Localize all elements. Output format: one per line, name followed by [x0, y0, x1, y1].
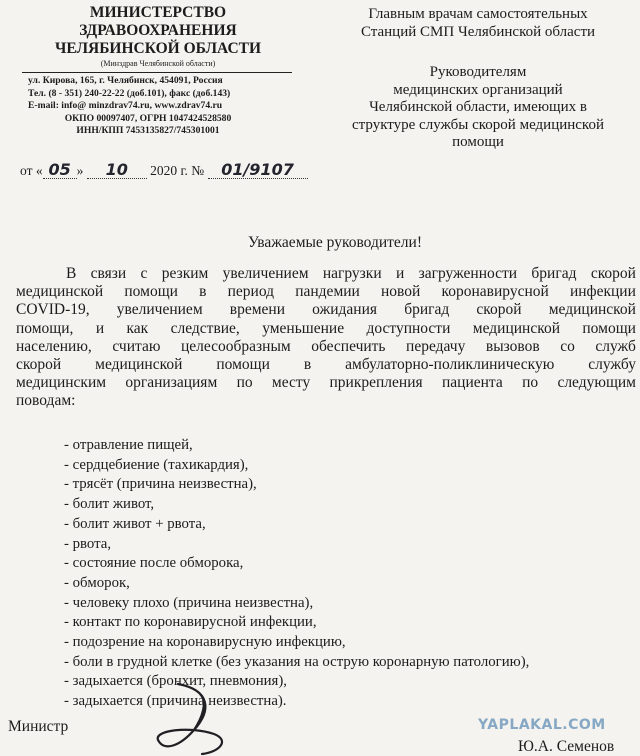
body-line — [16, 338, 636, 356]
body-word: медицинским — [16, 374, 107, 392]
body-word: ожидания — [312, 301, 378, 319]
body-word: пациента — [441, 374, 503, 392]
body-word: медицинской — [472, 319, 560, 337]
body-word: и — [395, 265, 405, 282]
body-word: помощи — [582, 319, 636, 337]
inn-line: ИНН/КПП 7453135827/745301001 — [76, 125, 220, 137]
registration-number: 01/9107 — [208, 162, 308, 179]
reasons-list — [64, 436, 636, 712]
body-word: доступности — [366, 319, 451, 337]
body-word: вызовов — [485, 337, 540, 355]
reason-item: - болит живот + рвота, — [64, 515, 206, 532]
body-word: помощи, — [16, 319, 74, 337]
body-word: бригад — [531, 265, 577, 282]
addressee-line: структуре службы скорой медицинской — [352, 116, 604, 133]
reason-item: - рвота, — [64, 535, 112, 552]
body-line — [16, 265, 636, 283]
body-word: скорой — [476, 301, 522, 319]
body-word: увеличением — [222, 265, 309, 282]
salutation: Уважаемые руководители! — [248, 234, 422, 251]
body-word: период — [227, 283, 275, 301]
reason-item: - болит живот, — [64, 496, 155, 513]
open-quote: « — [35, 163, 43, 178]
body-word: и — [95, 319, 105, 337]
body-word: в — [199, 283, 207, 301]
body-word: по — [522, 374, 539, 392]
reason-item: - сердцебиение (тахикардия), — [64, 456, 249, 473]
body-word: считаю — [112, 337, 161, 355]
addressee-line: Главным врачам самостоятельных — [368, 6, 588, 22]
addressee-chief-doctors — [318, 6, 638, 41]
reason-item: - обморок, — [64, 574, 130, 591]
reason-item: - человеку плохо (причина неизвестна), — [64, 594, 314, 611]
signer-name: Ю.А. Семенов — [518, 738, 615, 755]
body-line — [16, 356, 636, 374]
signature-mark — [150, 680, 280, 756]
reason-item: - контакт по коронавирусной инфекции, — [64, 614, 317, 631]
registration-month: 10 — [87, 162, 147, 179]
body-word: коронавирусной — [441, 283, 549, 301]
body-word: следующим — [557, 374, 636, 392]
body-word: амбулаторно-поликлиническую — [345, 356, 555, 374]
body-word: медицинской — [16, 283, 104, 301]
body-word: увеличением — [116, 301, 203, 319]
addressee-line: Станций СМП Челябинской области — [360, 23, 596, 40]
registration-line — [20, 162, 308, 179]
body-word: со — [560, 337, 575, 355]
body-line — [16, 374, 636, 392]
body-word: организациям — [125, 374, 218, 392]
body-word: пандемии — [295, 283, 360, 301]
body-word: В — [66, 265, 77, 282]
letterhead-divider — [22, 72, 292, 73]
body-word: связи — [90, 265, 127, 282]
address-line: ул. Кирова, 165, г. Челябинск, 454091, Россия — [28, 75, 223, 86]
body-line — [16, 283, 636, 301]
body-word: медицинской — [95, 356, 183, 374]
reason-item: - боли в грудной клетке (без указания на острую коронарную патологию), — [64, 653, 530, 670]
body-word: новой — [381, 283, 421, 301]
body-word: скорой — [590, 265, 636, 282]
body-word: обеспечить — [311, 337, 386, 355]
body-line — [16, 301, 636, 319]
addressee-line: помощи — [452, 134, 504, 150]
signer-position: Министр — [8, 718, 69, 735]
addressee-line: Челябинской области, имеющих в — [369, 99, 587, 115]
body-word: помощи — [216, 356, 270, 374]
body-word: прикрепления — [329, 374, 423, 392]
body-word: передачу — [406, 337, 466, 355]
body-word: в — [303, 356, 312, 374]
body-word: бригад — [404, 301, 450, 319]
body-word: инфекции — [569, 283, 636, 301]
registration-year: 2020 г. № — [150, 163, 205, 178]
body-word: следствие, — [170, 319, 240, 337]
contact-block — [8, 75, 308, 138]
reason-item: - отравление пищей, — [64, 437, 193, 453]
reason-item: - задыхается (причина неизвестна). — [64, 693, 287, 710]
letterhead — [8, 4, 308, 138]
email-line: E-mail: info@ minzdrav74.ru, www.zdrav74.ru — [28, 100, 223, 112]
body-word: как — [126, 319, 149, 337]
body-word: по — [236, 374, 253, 392]
reason-item: - трясёт (причина неизвестна), — [64, 476, 257, 493]
reason-item: - подозрение на коронавирусную инфекцию, — [64, 634, 346, 651]
body-word: скорой — [16, 356, 62, 374]
addressee-line: медицинских организаций — [393, 81, 563, 98]
registration-prefix: от — [20, 163, 33, 178]
body-word: уменьшение — [262, 319, 345, 337]
site-watermark: YAPLAKAL.COM — [478, 717, 606, 733]
body-word: времени — [229, 301, 286, 319]
body-word: помощи — [124, 283, 178, 301]
ministry-title-line: ЗДРАВООХРАНЕНИЯ — [79, 22, 237, 39]
body-line-text: поводам: — [16, 392, 76, 410]
okpo-line: ОКПО 00097407, ОГРН 1047424528580 — [64, 112, 232, 124]
addressee-heads — [318, 64, 638, 152]
body-word: загруженности — [418, 265, 518, 282]
body-word: месту — [271, 374, 311, 392]
body-word: COVID-19, — [16, 301, 90, 319]
body-word: службу — [588, 356, 636, 374]
body-word: медицинской — [548, 301, 636, 319]
registration-day: 05 — [43, 162, 77, 179]
ministry-short-name: (Минздрав Челябинской области) — [100, 59, 216, 68]
reason-item: - задыхается (бронхит, пневмония), — [64, 673, 287, 690]
ministry-title-line: ЧЕЛЯБИНСКОЙ ОБЛАСТИ — [54, 40, 262, 57]
reason-item: - состояние после обморока, — [64, 555, 244, 572]
body-word: нагрузки — [322, 265, 382, 282]
addressee-line: Руководителям — [429, 64, 527, 80]
ministry-title-line: МИНИСТЕРСТВО — [89, 4, 227, 21]
close-quote: » — [76, 163, 84, 178]
body-line — [16, 320, 636, 338]
body-line — [16, 392, 636, 410]
phone-line: Тел. (8 - 351) 240-22-22 (доб.101), факс (доб.143) — [28, 87, 231, 99]
body-word: служб — [595, 337, 636, 355]
body-word: резким — [161, 265, 209, 282]
letter-body — [16, 265, 636, 411]
body-word: населению, — [16, 337, 92, 355]
body-word: целесообразным — [180, 337, 291, 355]
body-word: с — [140, 265, 148, 282]
ministry-title — [28, 4, 288, 58]
